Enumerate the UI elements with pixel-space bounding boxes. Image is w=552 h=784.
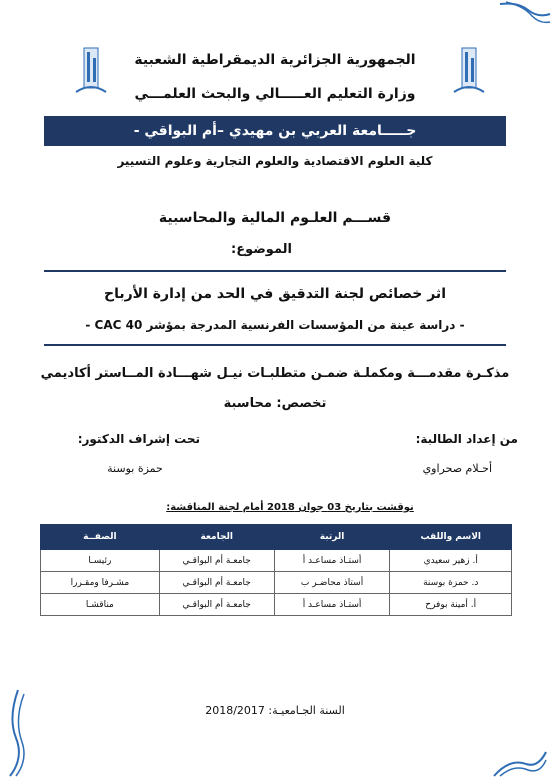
supervised-by-label: تحت إشراف الدكتور:: [77, 432, 200, 446]
department-heading: قســـم العلـوم المالية والمحاسبية: [158, 210, 392, 226]
jury-university: جامعـة أم البواقـي: [159, 550, 274, 572]
jury-rank: أستـاذ مساعـد أ: [274, 594, 390, 616]
header-role: الصفــة: [41, 525, 160, 550]
university-banner: جـــــامعة العربي بن مهيدي –أم البواقي -: [44, 116, 506, 146]
prepared-by-label: من إعداد الطالبة:: [415, 432, 518, 446]
title-rule-top: [44, 270, 506, 272]
corner-ornament-top-right: [498, 0, 552, 28]
thesis-title: اثر خصائص لجنة التدقيق في الحد من إدارة الأرباح: [104, 286, 446, 302]
university-logo-left: [74, 44, 108, 96]
table-row: [41, 550, 512, 572]
republic-heading: الجمهورية الجزائرية الديمقراطية الشعبية: [134, 52, 416, 68]
jury-table: [40, 524, 512, 616]
supervisor-name: حمزة بوسنة: [107, 462, 163, 475]
jury-university: جامعـة أم البواقـي: [159, 594, 274, 616]
faculty-heading: كلية العلوم الاقتصادية والعلوم التجارية وعلوم التسيير: [117, 154, 433, 168]
header-name: الاسم واللقب: [390, 525, 512, 550]
ministry-heading: وزارة التعليم العـــــالي والبحث العلمـــي: [134, 86, 416, 102]
corner-ornament-bottom-left: [4, 688, 30, 778]
table-row: [41, 572, 512, 594]
university-logo-right: [452, 44, 486, 96]
jury-role: مناقشـا: [41, 594, 160, 616]
memo-description: مذكـرة مقدمـــة ومكملـة ضمـن متطلبـات نيـل شهـــادة المــاستر أكاديمي: [40, 366, 510, 381]
jury-header-row: [41, 525, 512, 550]
title-rule-bottom: [44, 344, 506, 346]
jury-role: رئيسـا: [41, 550, 160, 572]
jury-rank: أستـاذ مساعـد أ: [274, 550, 390, 572]
student-name: أحـلام صحراوي: [422, 462, 492, 475]
header-university: الجامعة: [159, 525, 274, 550]
jury-name: د. حمزة بوسنة: [390, 572, 512, 594]
jury-role: مشـرفا ومقـررا: [41, 572, 160, 594]
subject-label: الموضوع:: [231, 242, 292, 257]
specialty: تخصص: محاسبة: [223, 396, 327, 411]
jury-university: جامعـة أم البواقـي: [159, 572, 274, 594]
academic-year: السنة الجـامعيـة: 2018/2017: [205, 704, 345, 717]
jury-name: أ. أمينة بوفرح: [390, 594, 512, 616]
thesis-subtitle: - دراسة عينة من المؤسسات الفرنسية المدرجة بمؤشر CAC 40 -: [85, 318, 465, 332]
header-rank: الرتبة: [274, 525, 390, 550]
jury-name: أ. زهير سعيدي: [390, 550, 512, 572]
corner-ornament-bottom-right: [492, 748, 548, 778]
defense-date: نوقشت بتاريخ 03 جوان 2018 أمام لجنة المناقشة:: [166, 502, 414, 513]
table-row: [41, 594, 512, 616]
jury-rank: أستاذ محاضـر ب: [274, 572, 390, 594]
